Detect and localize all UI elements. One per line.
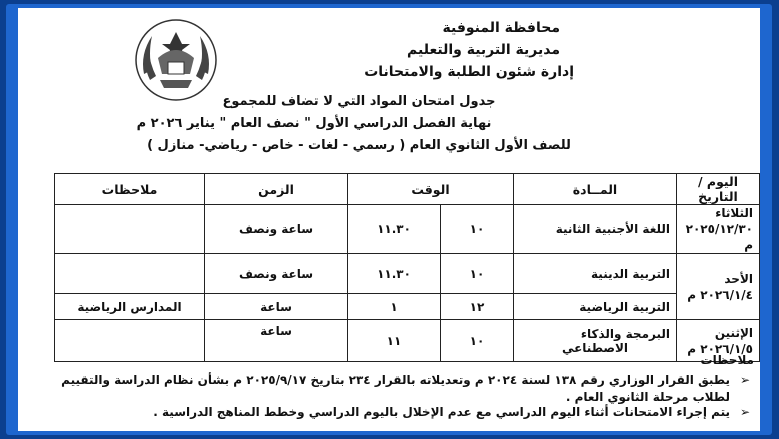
note-cell — [55, 254, 205, 294]
time-from-cell: ١٢ — [441, 294, 514, 320]
header-duration: الزمن — [205, 174, 348, 205]
table-row — [55, 320, 760, 362]
subject-line: الاصطناعي — [561, 340, 629, 355]
subject-line: البرمجة والذكاء — [580, 326, 670, 341]
exam-date: ٢٠٢٦/١/٥ م — [687, 341, 753, 356]
subject-cell: التربية الرياضية — [514, 294, 677, 320]
note-cell — [55, 320, 205, 362]
duration-cell: ساعة ونصف — [205, 254, 348, 294]
note-cell — [55, 205, 205, 254]
time-to-cell: ١ — [348, 294, 441, 320]
header-time: الوقت — [348, 174, 514, 205]
time-from-cell: ١٠ — [441, 254, 514, 294]
note-text: يطبق القرار الوزاري رقم ١٣٨ لسنة ٢٠٢٤ م وتعديلاته بالقرار ٢٣٤ بتاريخ ٢٠٢٥/٩/١٧ م بشأن نظام الدراسة والتقييم لطلاب مرحلة الثانوي العام . — [61, 373, 730, 404]
exam-date: ٢٠٢٦/١/٤ م — [687, 287, 753, 302]
note-cell: المدارس الرياضية — [55, 294, 205, 320]
header-notes: ملاحظات — [55, 174, 205, 205]
time-to-cell: ١١.٣٠ — [348, 254, 441, 294]
duration-cell: ساعة ونصف — [205, 205, 348, 254]
day-name: الإثنين — [714, 325, 753, 340]
schedule-grade: للصف الأول الثانوي العام ( رسمي - لغات - خاص - رياضي- منازل ) — [147, 138, 571, 153]
day-date-cell — [677, 254, 760, 320]
header-governorate: محافظة المنوفية — [442, 20, 560, 36]
notes-heading: ملاحظات — [700, 353, 754, 367]
exam-date: ٢٠٢٥/١٢/٣٠ م — [685, 222, 753, 252]
duration-cell: ساعة — [205, 320, 348, 362]
arrow-bullet-icon: ➢ — [739, 405, 750, 419]
subject-cell — [514, 320, 677, 362]
table-row — [55, 294, 760, 320]
header-day-date: اليوم / التاريخ — [677, 174, 760, 205]
time-to-cell: ١١.٣٠ — [348, 205, 441, 254]
header-directorate: مديرية التربية والتعليم — [407, 42, 560, 58]
note-text: يتم إجراء الامتحانات أثناء اليوم الدراسي مع عدم الإخلال باليوم الدراسي وخطط المناهج الدراسية . — [153, 405, 730, 419]
header-subject: المــادة — [514, 174, 677, 205]
duration-cell: ساعة — [205, 294, 348, 320]
document-page — [18, 8, 760, 431]
governorate-emblem-icon — [130, 14, 222, 106]
exam-table — [54, 173, 760, 362]
day-name: الأحد — [724, 271, 753, 286]
day-date-cell — [677, 205, 760, 254]
schedule-title: جدول امتحان المواد التي لا تضاف للمجموع — [222, 94, 496, 109]
table-row — [55, 254, 760, 294]
arrow-bullet-icon: ➢ — [739, 373, 750, 387]
day-name: الثلاثاء — [715, 206, 753, 220]
schedule-term: نهاية الفصل الدراسي الأول " نصف العام " يناير ٢٠٢٦ م — [136, 116, 492, 131]
header-department: إدارة شئون الطلبة والامتحانات — [364, 64, 574, 80]
table-row — [55, 205, 760, 254]
note-item — [48, 404, 748, 421]
time-from-cell: ١٠ — [441, 205, 514, 254]
subject-cell: التربية الدينية — [514, 254, 677, 294]
time-to-cell: ١١ — [348, 320, 441, 362]
subject-cell: اللغة الأجنبية الثانية — [514, 205, 677, 254]
note-item — [48, 372, 748, 406]
time-from-cell: ١٠ — [441, 320, 514, 362]
table-header-row — [55, 174, 760, 205]
